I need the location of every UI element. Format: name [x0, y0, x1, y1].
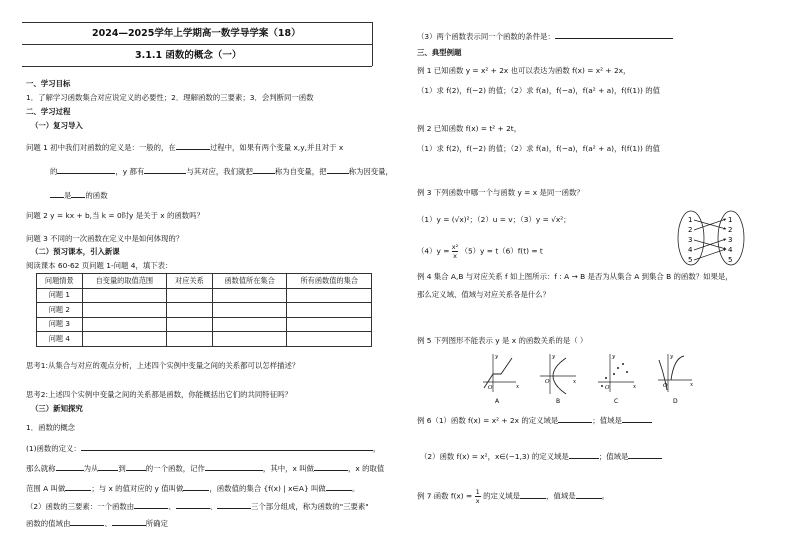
table-row-label: 问题 3: [37, 317, 83, 332]
graph-point: [626, 371, 628, 373]
table-header-row: [37, 274, 372, 289]
example-6-part-1: 例 6（1）函数 f(x) = x² + 2x 的定义域是 ；值域是: [417, 415, 652, 425]
example-7: 例 7 函数 f(x) = $\frac{1}{x}$ 的定义域是 ，值域是 。: [417, 488, 610, 505]
fill-blank[interactable]: [628, 451, 662, 459]
set-b-element: 5: [728, 256, 733, 264]
table-header-cell: 自变量的取值范围: [82, 274, 166, 289]
three-elements-line: （2）函数的三要素：一个函数由 、 、 三个部分组成，称为函数的"三要素": [26, 502, 369, 511]
fraction-1-over-x: $\frac{1}{x}$: [475, 488, 480, 505]
fill-blank[interactable]: [558, 415, 592, 423]
table-header-cell: 问题情景: [37, 274, 83, 289]
section-goals-heading: 一、学习目标: [26, 79, 71, 88]
question-1-line-3: 是 的函数: [50, 190, 108, 200]
definition-line-3: 范围 A 叫做 ；与 x 的值对应的 y 值叫做 ，函数值的集合 {f(x) | x∈A} 叫做 。: [26, 484, 360, 493]
set-b-element: 3: [728, 236, 733, 244]
graph-point: [605, 377, 607, 379]
fill-table: [36, 273, 372, 347]
table-cell[interactable]: [212, 288, 287, 303]
graph-b[interactable]: [540, 354, 577, 405]
fill-blank[interactable]: [176, 142, 210, 150]
set-a-element: 2: [688, 226, 693, 234]
range-determined-line: 函数的值域由 、 所确定: [26, 519, 168, 528]
set-a-element: 1: [688, 216, 693, 224]
example-2-stem: 例 2 已知函数 f(x) = t² + 2t，: [417, 124, 522, 133]
page-subtitle: 3.1.1 函数的概念（一）: [135, 50, 242, 61]
header-bottom-rule: [22, 66, 372, 67]
mapping-arrow: [694, 249, 726, 260]
table-row: [37, 288, 372, 303]
goals-text: 1．了解学习函数集合对应说定义的必要性；2．理解函数的三要素；3．会判断同一函数: [26, 93, 314, 102]
fill-blank[interactable]: [56, 463, 84, 471]
mapping-diagram: [676, 208, 746, 268]
example-4-stem: 例 4 集合 A,B 与对应关系 f 如上图所示：f : A → B 是否为从集合 A 到集合 B 的函数？如果是，: [417, 272, 733, 281]
header-mid-rule: [22, 44, 372, 45]
set-b-element: 4: [728, 246, 733, 254]
example-3-options-2: （4）y = $\frac{\text{x²}}{x}$ （5）y = t（6）f(t) = t: [417, 243, 543, 260]
graph-point: [617, 367, 619, 369]
graph-d[interactable]: [658, 354, 694, 405]
fill-blank[interactable]: [71, 190, 85, 198]
set-b-element: 2: [728, 226, 733, 234]
axis-label-y: y: [670, 354, 674, 360]
fill-blank[interactable]: [520, 491, 546, 499]
fill-blank[interactable]: [314, 463, 348, 471]
table-row-label: 问题 4: [37, 332, 83, 347]
fill-blank[interactable]: [569, 451, 599, 459]
reading-instruction: 阅读课本 60-62 页问题 1-问题 4，填下表：: [26, 261, 173, 270]
fill-blank[interactable]: [57, 166, 115, 174]
origin-label: O: [488, 385, 493, 391]
table-header-cell: 函数值所在集合: [212, 274, 287, 289]
fill-blank[interactable]: [65, 483, 91, 491]
table-cell[interactable]: [212, 332, 287, 347]
think-1: 思考1:从集合与对应的观点分析，上述四个实例中变量之间的关系都可以怎样描述？: [26, 361, 300, 370]
fraction-x2-over-x: $\frac{\text{x²}}{x}$: [451, 243, 459, 260]
table-cell[interactable]: [82, 303, 166, 318]
example-3-options-1: （1）y = (√x)²；（2）u = v；（3）y = √x²；: [417, 215, 571, 224]
example-5-graphs: [478, 350, 698, 408]
fill-blank[interactable]: [50, 190, 64, 198]
concept-heading: 1．函数的概念: [26, 423, 76, 432]
review-heading: （一）复习导入: [31, 121, 83, 130]
graph-label: B: [556, 398, 561, 405]
fill-blank[interactable]: [326, 483, 352, 491]
table-cell[interactable]: [82, 288, 166, 303]
table-row: [37, 332, 372, 347]
set-a-element: 3: [688, 236, 693, 244]
table-cell[interactable]: [287, 303, 372, 318]
header-right-rule: [372, 22, 373, 66]
definition-line: (1)函数的定义： ，: [26, 444, 381, 453]
fill-blank[interactable]: [576, 491, 602, 499]
fill-blank[interactable]: [183, 483, 209, 491]
think-2: 思考2:上述四个实例中变量之间的关系都是函数，你能概括出它们的共同特征吗？: [26, 390, 292, 399]
question-1-line-1: 问题 1 初中我们对函数的定义是：一般的，在 过程中，如果有两个变量 x,y,并且对于 x: [26, 143, 344, 152]
header-top-rule: [22, 22, 372, 23]
fill-blank[interactable]: [217, 501, 251, 509]
origin-label: O: [605, 385, 610, 391]
origin-label: O: [663, 383, 668, 389]
axis-label-x: x: [573, 379, 577, 385]
fill-blank[interactable]: [253, 166, 275, 174]
examples-heading: 三、典型例题: [417, 48, 462, 57]
graph-a[interactable]: [483, 354, 520, 405]
mapping-arrow: [694, 219, 726, 230]
table-row: [37, 303, 372, 318]
question-3: 问题 3 不同的一次函数在定义中是如何体现的？: [26, 234, 184, 243]
axis-label-x: x: [516, 384, 520, 390]
set-a-element: 5: [688, 256, 693, 264]
question-2: 问题 2 y = kx + b,当 k = 0时y 是关于 x 的函数吗？: [26, 211, 204, 220]
example-5-stem: 例 5 下列图形不能表示 y 是 x 的函数关系的是（ ）: [417, 336, 588, 345]
table-cell[interactable]: [167, 303, 213, 318]
table-cell[interactable]: [212, 303, 287, 318]
question-1-line-2: 的 ，y 都有 与其对应，我们就把 称为自变量，把 称为因变量，: [50, 167, 393, 176]
fill-blank[interactable]: [144, 166, 186, 174]
preview-heading: （二）预习课本，引入新课: [31, 247, 120, 256]
graph-point: [613, 373, 615, 375]
axis-label-y: y: [495, 354, 499, 360]
example-3-stem: 例 3 下列函数中哪一个与函数 y = x 是同一函数？: [417, 188, 584, 197]
table-cell[interactable]: [287, 288, 372, 303]
fill-blank[interactable]: [622, 415, 652, 423]
table-cell[interactable]: [287, 332, 372, 347]
example-4-question: 那么定义域、值域与对应关系各是什么？: [417, 290, 551, 299]
set-a-element: 4: [688, 246, 693, 254]
graph-label: A: [495, 398, 500, 405]
example-1-stem: 例 1 已知函数 y = x² + 2x 也可以表达为函数 f(x) = x² + 2x，: [417, 66, 631, 75]
set-b-element: 1: [728, 216, 733, 224]
fill-blank[interactable]: [98, 463, 118, 471]
mapping-arrow: [694, 239, 726, 250]
table-header-cell: 所有函数值的集合: [287, 274, 372, 289]
definition-line-2: 那么就称 为从 到 的一个函数，记作 ，其中，x 叫做 ，x 的取值: [26, 464, 385, 473]
fill-blank[interactable]: [112, 518, 146, 526]
table-header-cell: 对应关系: [167, 274, 213, 289]
graph-curve: [484, 358, 512, 388]
table-cell[interactable]: [82, 332, 166, 347]
table-row: [37, 317, 372, 332]
example-6-part-2: （2）函数 f(x) = x²，x∈(−1,3) 的定义域是 ；值域是: [420, 451, 662, 461]
fill-blank[interactable]: [81, 443, 373, 451]
explore-heading: （三）新知探究: [31, 404, 83, 413]
graph-c[interactable]: [598, 354, 637, 405]
table-row-label: 问题 1: [37, 288, 83, 303]
same-function-condition: （3）两个函数表示同一个函数的条件是：: [417, 31, 673, 41]
graph-label: D: [673, 398, 678, 405]
fill-blank[interactable]: [134, 501, 168, 509]
section-process-heading: 二、学习过程: [26, 107, 71, 116]
table-cell[interactable]: [212, 317, 287, 332]
graph-point: [601, 385, 603, 387]
fill-blank[interactable]: [205, 463, 263, 471]
fill-blank[interactable]: [70, 518, 104, 526]
fill-blank[interactable]: [126, 463, 146, 471]
fill-blank[interactable]: [555, 31, 673, 39]
example-1-questions: （1）求 f(2)，f(−2) 的值；（2）求 f(a)，f(−a)，f(a² + a)，f(f(1)) 的值: [417, 86, 661, 95]
origin-label: O: [545, 379, 550, 385]
table-cell[interactable]: [167, 332, 213, 347]
example-2-questions: （1）求 f(2)，f(−2) 的值；（2）求 f(a)，f(−a)，f(a² + a)，f(f(1)) 的值: [417, 144, 661, 153]
graph-point: [622, 363, 624, 365]
table-row-label: 问题 2: [37, 303, 83, 318]
graph-label: C: [614, 398, 619, 405]
axis-label-x: x: [690, 382, 694, 388]
axis-label-y: y: [612, 354, 616, 360]
fill-blank[interactable]: [327, 166, 349, 174]
table-cell[interactable]: [167, 317, 213, 332]
table-cell[interactable]: [82, 317, 166, 332]
table-cell[interactable]: [287, 317, 372, 332]
page-title: 2024—2025学年上学期高一数学导学案（18）: [92, 28, 301, 39]
axis-label-x: x: [633, 384, 637, 390]
axis-label-y: y: [552, 354, 556, 360]
fill-blank[interactable]: [176, 501, 210, 509]
table-cell[interactable]: [167, 288, 213, 303]
